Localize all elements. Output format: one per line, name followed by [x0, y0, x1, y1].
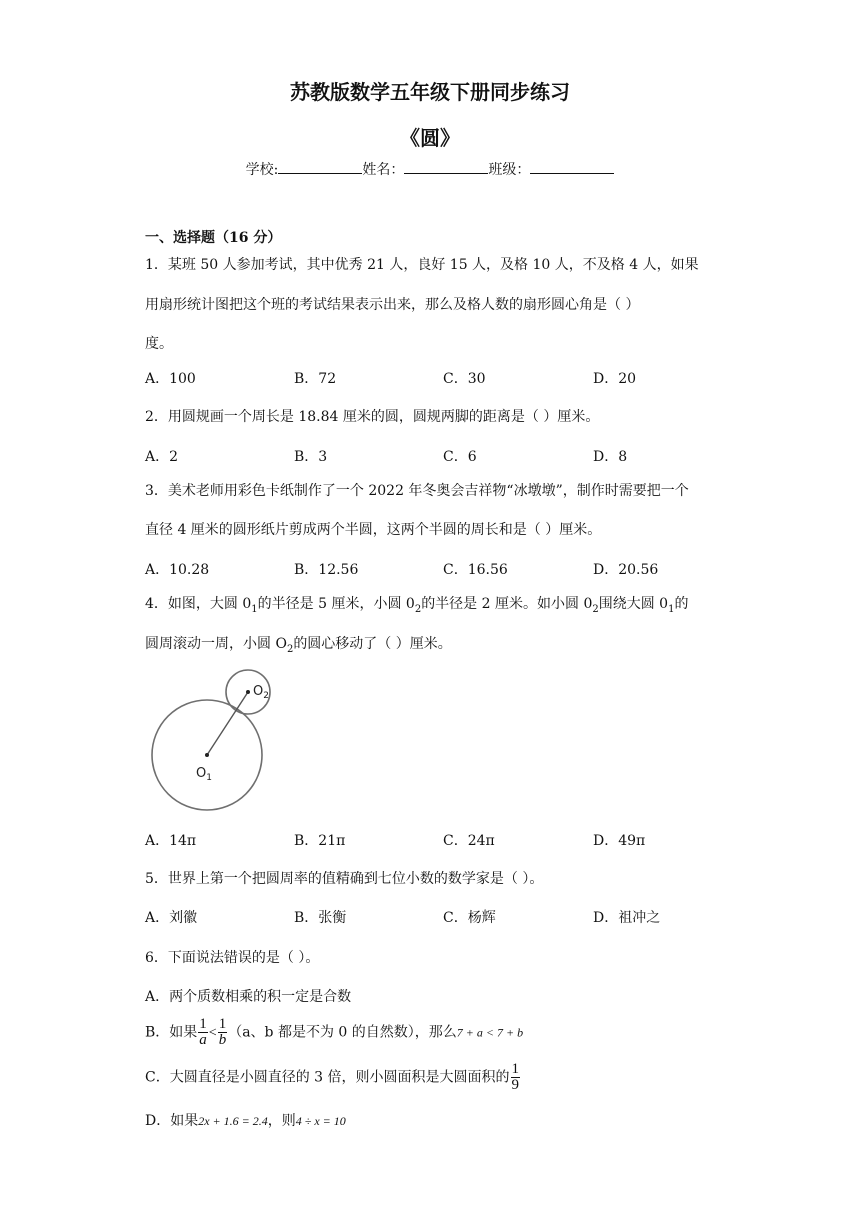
q2-option-b[interactable]: B．3 [294, 449, 328, 465]
q3-line1: 3．美术老师用彩色卡纸制作了一个 2022 年冬奥会吉祥物“冰墩墩”，制作时需要把一个 [145, 483, 689, 499]
q6-d-expression-1: 2x + 1.6 = 2.4 [198, 1114, 268, 1128]
q4-sub-4: 1 [668, 603, 675, 615]
q4-option-d[interactable]: D．49π [593, 833, 646, 849]
q6-d-text-b: ，则 [267, 1113, 296, 1129]
q3-option-b[interactable]: B．12.56 [294, 562, 359, 578]
q2-option-c[interactable]: C．6 [443, 449, 477, 465]
q4-text-4: 围绕大圆 0 [598, 596, 669, 612]
q2-option-a[interactable]: A．2 [145, 449, 179, 465]
q6-line1: 6．下面说法错误的是（ ）。 [145, 950, 320, 966]
less-than-sign: < [208, 1025, 217, 1041]
q3-option-c[interactable]: C．16.56 [443, 562, 508, 578]
label-o1: $O_1$ [196, 766, 212, 783]
q6-option-b[interactable] [145, 1017, 523, 1048]
name-blank[interactable] [404, 159, 488, 174]
q6-b-expression: 7 + a < 7 + b [456, 1025, 524, 1040]
q1-line1: 1．某班 50 人参加考试，其中优秀 21 人，良好 15 人，及格 10 人，不及格 4 人，如果 [145, 257, 699, 273]
page-subtitle: 《圆》 [400, 126, 460, 150]
label-o2: $O_2$ [253, 684, 269, 701]
q4-sub-1: 1 [251, 603, 258, 615]
school-blank[interactable] [278, 159, 362, 174]
page-title: 苏教版数学五年级下册同步练习 [290, 80, 570, 104]
q4-text-1: 4．如图，大圆 0 [145, 596, 252, 612]
q6-option-d[interactable] [145, 1110, 346, 1130]
q6-option-c[interactable] [145, 1062, 521, 1093]
q6-d-expression-2: 4 ÷ x = 10 [295, 1114, 346, 1128]
q1-option-c[interactable]: C．30 [443, 371, 486, 387]
q4-option-a[interactable]: A．14π [145, 833, 197, 849]
section-heading: 一、选择题（16 分） [145, 230, 282, 246]
q4-option-c[interactable]: C．24π [443, 833, 495, 849]
q4-line1 [145, 593, 688, 615]
q2-line1: 2．用圆规画一个周长是 18.84 厘米的圆，圆规两脚的距离是（ ）厘米。 [145, 409, 600, 425]
q4-line2 [145, 633, 452, 655]
q5-line1: 5．世界上第一个把圆周率的值精确到七位小数的数学家是（ ）。 [145, 871, 544, 887]
q1-line3: 度。 [145, 336, 173, 352]
q3-option-a[interactable]: A．10.28 [145, 562, 210, 578]
q4-text-2: 的半径是 5 厘米，小圆 0 [257, 596, 415, 612]
class-blank[interactable] [530, 159, 614, 174]
school-label: 学校: [245, 162, 279, 178]
fraction-1-over-b: $\frac{1}{b}$ [218, 1016, 227, 1048]
big-center-dot [205, 753, 209, 757]
q6-b-text-a: B．如果 [145, 1024, 198, 1041]
q5-option-d[interactable]: D．祖冲之 [593, 910, 661, 926]
q4-option-b[interactable]: B．21π [294, 833, 346, 849]
q4-sub-2: 2 [414, 603, 422, 615]
student-info-row [0, 159, 860, 179]
q3-line2: 直径 4 厘米的圆形纸片剪成两个半圆，这两个半圆的周长和是（ ）厘米。 [145, 522, 602, 538]
q1-line2: 用扇形统计图把这个班的考试结果表示出来，那么及格人数的扇形圆心角是（ ） [145, 297, 640, 313]
q6-option-a[interactable]: A．两个质数相乘的积一定是合数 [145, 989, 352, 1005]
q2-option-d[interactable]: D．8 [593, 449, 628, 465]
q3-option-d[interactable]: D．20.56 [593, 562, 659, 578]
q5-option-a[interactable]: A．刘徽 [145, 910, 198, 926]
q5-option-c[interactable]: C．杨辉 [443, 910, 496, 926]
q4-line2-text-b: 的圆心移动了（ ）厘米。 [293, 636, 452, 652]
q1-option-a[interactable]: A．100 [145, 371, 196, 387]
q1-option-d[interactable]: D．20 [593, 371, 637, 387]
q4-text-3: 的半径是 2 厘米。如小圆 0 [421, 596, 593, 612]
q5-option-b[interactable]: B．张衡 [294, 910, 347, 926]
q4-sub-3: 2 [592, 603, 599, 615]
small-center-dot [246, 690, 250, 694]
class-label: 班级： [488, 162, 531, 178]
q6-d-text-a: D．如果 [145, 1113, 199, 1129]
q4-line2-text-a: 圆周滚动一周，小圆 O [145, 636, 287, 652]
fraction-1-over-9: $\frac{1}{9}$ [511, 1061, 520, 1093]
circles-figure [146, 668, 276, 818]
q6-c-text: C．大圆直径是小圆直径的 3 倍，则小圆面积是大圆面积的 [145, 1069, 510, 1086]
q6-b-text-b: （a、b 都是不为 0 的自然数），那么 [228, 1024, 457, 1041]
fraction-1-over-a: $\frac{1}{a}$ [199, 1016, 207, 1048]
name-label: 姓名： [362, 162, 405, 178]
q4-text-5: 的 [674, 596, 689, 612]
q4-line2-sub: 2 [286, 643, 294, 655]
q1-option-b[interactable]: B．72 [294, 371, 337, 387]
